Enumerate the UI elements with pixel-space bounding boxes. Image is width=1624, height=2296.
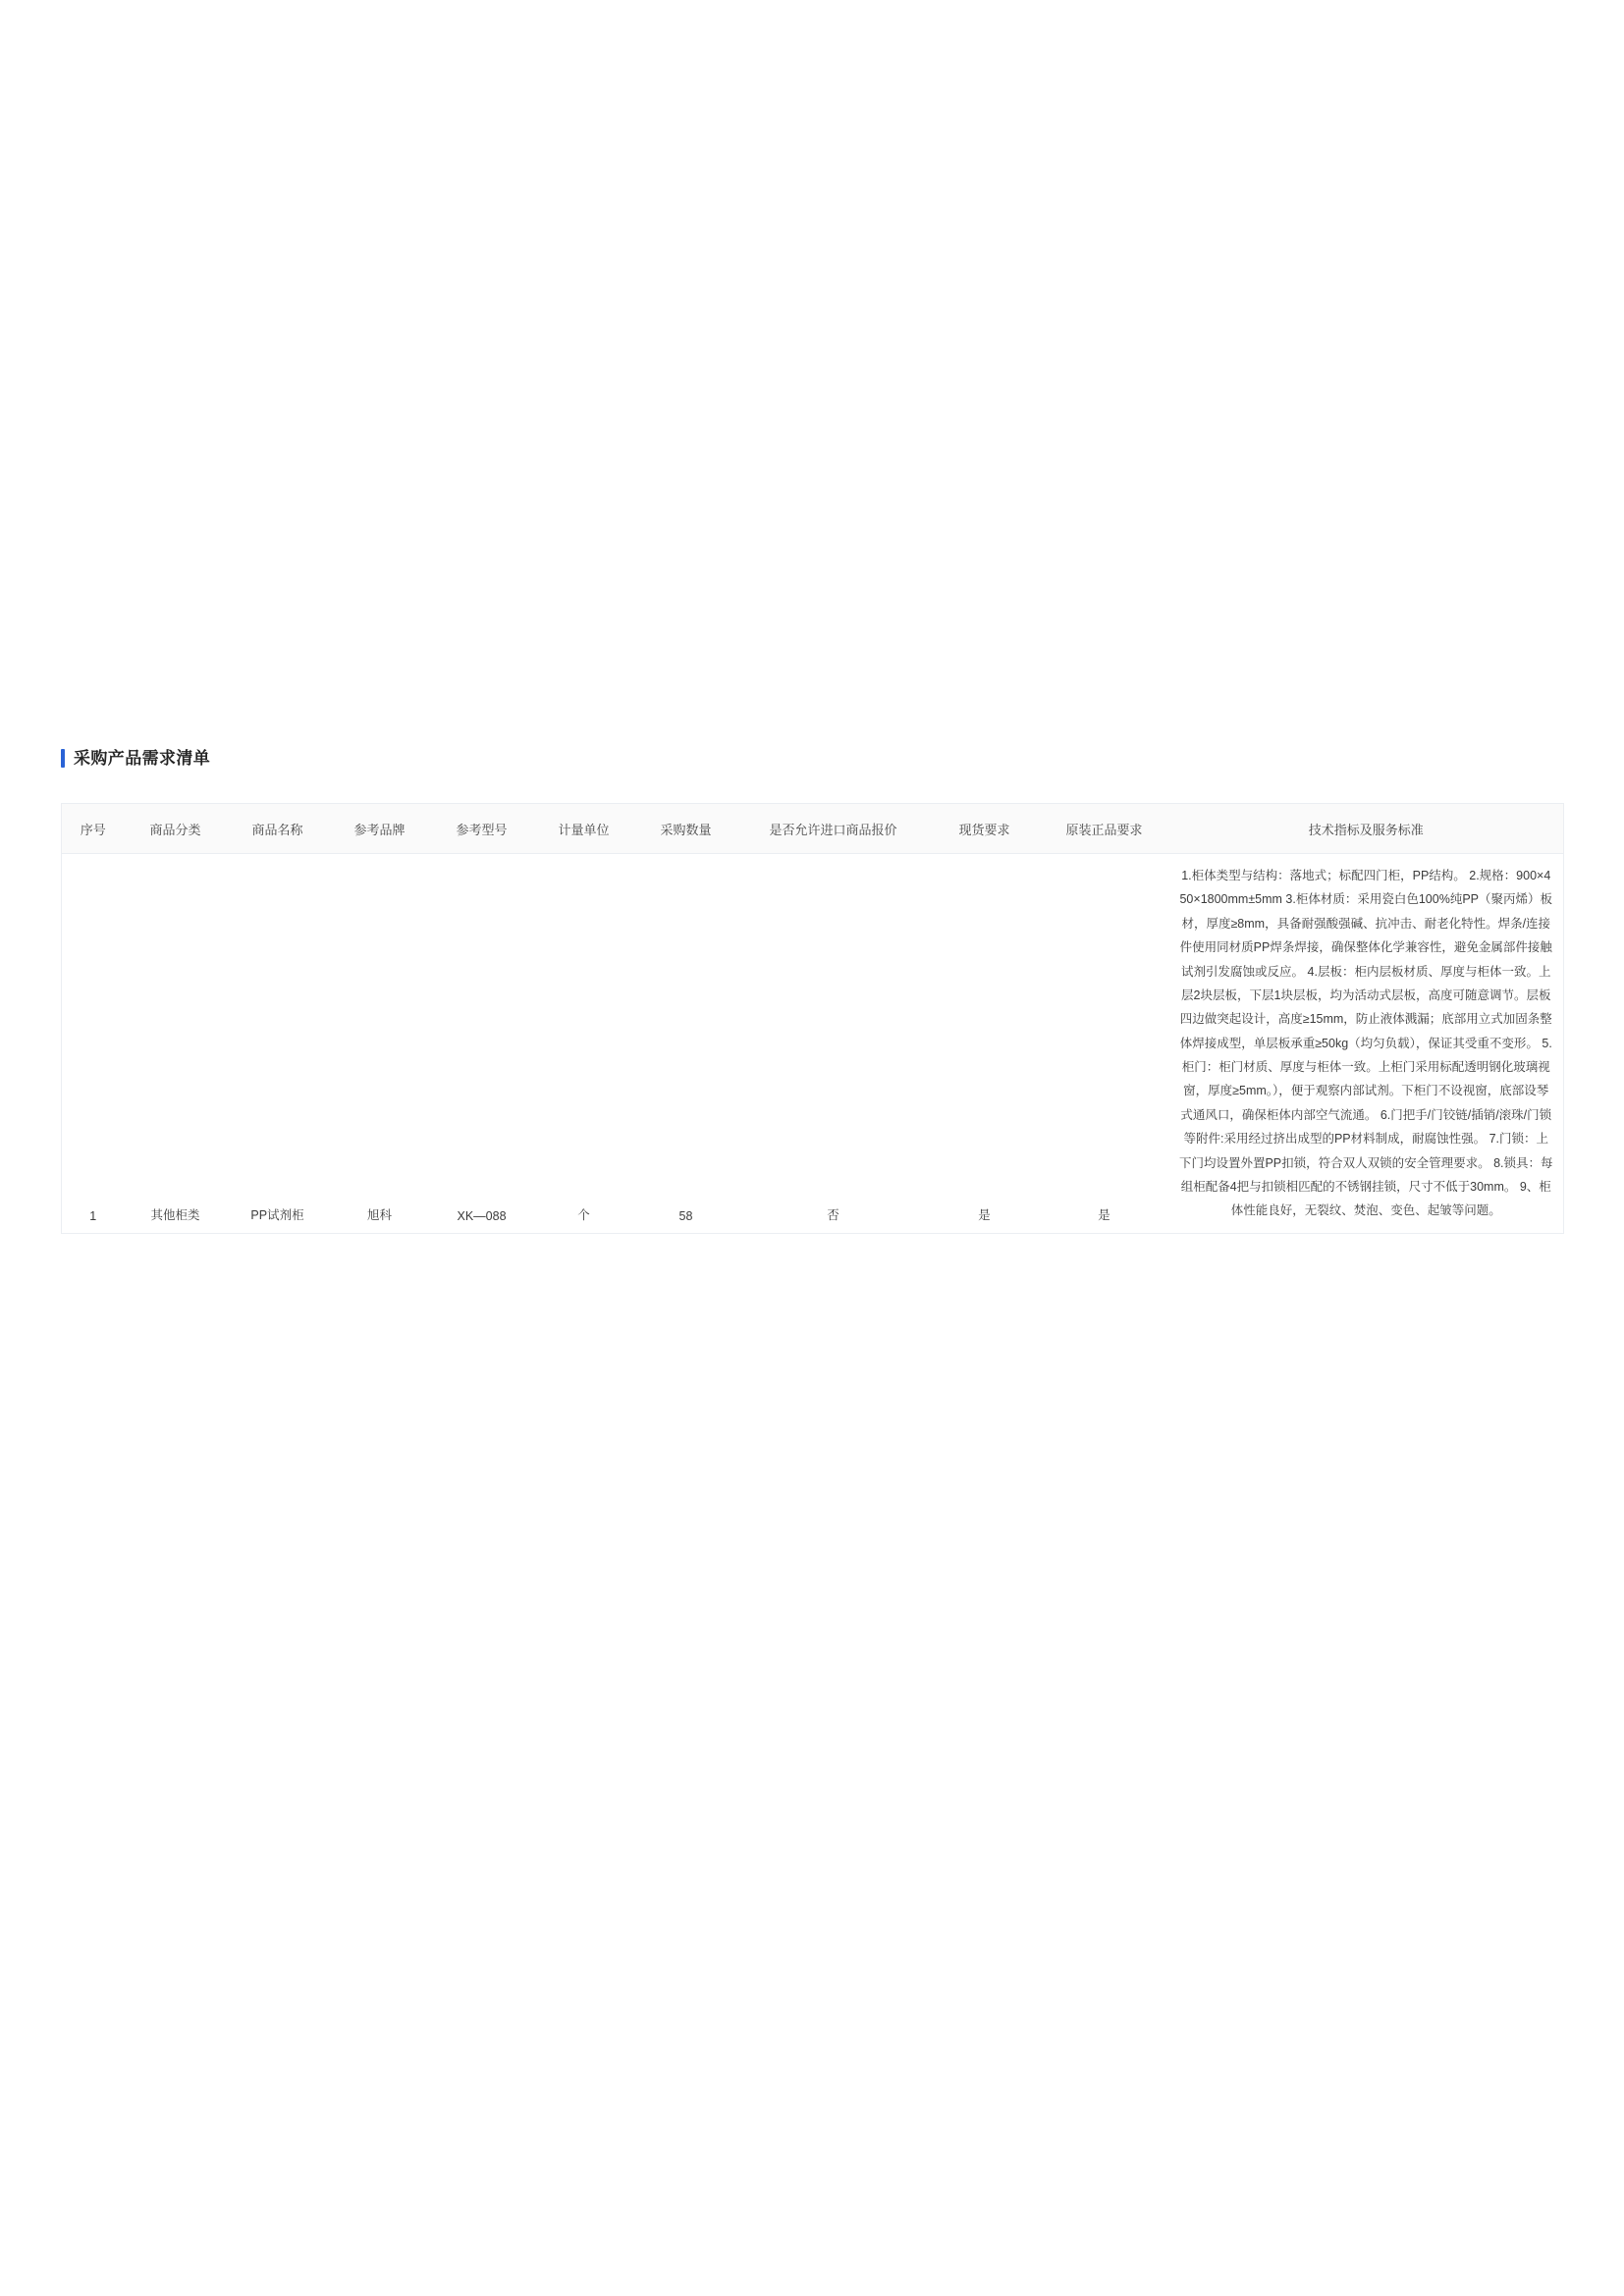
cell-name: PP试剂柜	[227, 854, 329, 1234]
cell-model: XK—088	[431, 854, 533, 1234]
cell-stock: 是	[930, 854, 1040, 1234]
cell-index: 1	[62, 854, 125, 1234]
column-header-category: 商品分类	[125, 804, 227, 854]
accent-bar-icon	[61, 749, 65, 768]
table-header-row	[62, 804, 1564, 854]
column-header-spec: 技术指标及服务标准	[1169, 804, 1564, 854]
table-row	[62, 854, 1564, 1234]
page-title: 采购产品需求清单	[74, 749, 211, 768]
column-header-import-allowed: 是否允许进口商品报价	[737, 804, 930, 854]
cell-category: 其他柜类	[125, 854, 227, 1234]
requirement-table	[61, 803, 1564, 1234]
column-header-brand: 参考品牌	[329, 804, 431, 854]
cell-unit: 个	[533, 854, 635, 1234]
column-header-unit: 计量单位	[533, 804, 635, 854]
cell-original: 是	[1040, 854, 1169, 1234]
column-header-name: 商品名称	[227, 804, 329, 854]
column-header-original: 原装正品要求	[1040, 804, 1169, 854]
cell-quantity: 58	[635, 854, 737, 1234]
column-header-quantity: 采购数量	[635, 804, 737, 854]
column-header-stock: 现货要求	[930, 804, 1040, 854]
cell-import-allowed: 否	[737, 854, 930, 1234]
cell-brand: 旭科	[329, 854, 431, 1234]
column-header-model: 参考型号	[431, 804, 533, 854]
requirement-table-container	[61, 803, 1563, 1234]
cell-spec: 1.柜体类型与结构：落地式；标配四门柜，PP结构。 2.规格：900×450×1800mm±5mm 3.柜体材质：采用瓷白色100%纯PP（聚丙烯）板材，厚度≥8mm，具备耐强酸强碱、抗冲击、耐老化特性。焊条/连接件使用同材质PP焊条焊接，确保整体化学兼容性，避免金属部件接触试剂引发腐蚀或反应。 4.层板：柜内层板材质、厚度与柜体一致。上层2块层板，下层1块层板，均为活动式层板，高度可随意调节。层板四边做突起设计，高度≥15mm，防止液体溅漏；底部用立式加固条整体焊接成型，单层板承重≥50kg（均匀负载），保证其受重不变形。 5.柜门：柜门材质、厚度与柜体一致。上柜门采用标配透明钢化玻璃视窗，厚度≥5mm。），便于观察内部试剂。下柜门不设视窗，底部设琴式通风口，确保柜体内部空气流通。 6.门把手/门铰链/插销/滚珠/门锁等附件:采用经过挤出成型的PP材料制成，耐腐蚀性强。 7.门锁：上下门均设置外置PP扣锁，符合双人双锁的安全管理要求。 8.锁具：每组柜配备4把与扣锁相匹配的不锈钢挂锁，尺寸不低于30mm。 9、柜体性能良好，无裂纹、焚泡、变色、起皱等问题。	[1169, 854, 1564, 1234]
column-header-index: 序号	[62, 804, 125, 854]
section-header	[61, 749, 210, 768]
